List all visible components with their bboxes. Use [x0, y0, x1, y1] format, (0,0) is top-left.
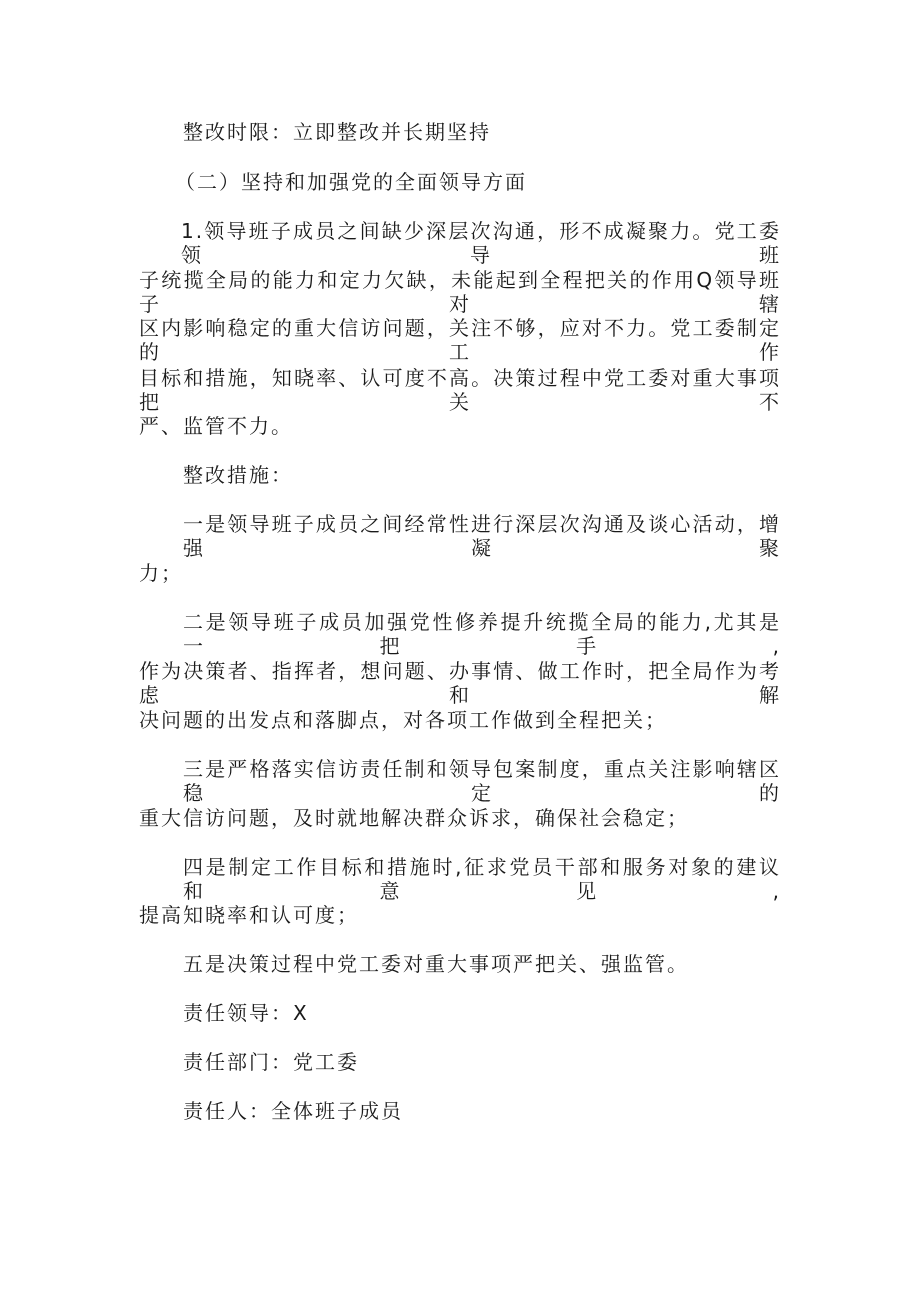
- measures-heading: 整改措施：: [183, 463, 293, 487]
- measure-line: 四是制定工作目标和措施时,征求党员干部和服务对象的建议和意见,: [183, 855, 781, 903]
- measure-line: 作为决策者、指挥者，想问题、办事情、做工作时，把全局作为考虑和解: [139, 659, 781, 707]
- measure-line: 二是领导班子成员加强党性修养提升统揽全局的能力,尤其是一把手,: [183, 610, 781, 658]
- measure-line: 提高知晓率和认可度；: [139, 903, 359, 927]
- measure-line: 力；: [139, 561, 183, 585]
- responsible-department: 责任部门：党工委: [183, 1050, 359, 1074]
- issue-line: 子统揽全局的能力和定力欠缺，未能起到全程把关的作用Q领导班子对辖: [139, 268, 781, 316]
- measure-line: 三是严格落实信访责任制和领导包案制度，重点关注影响辖区稳定的: [183, 757, 781, 805]
- measure-line: 重大信访问题，及时就地解决群众诉求，确保社会稳定；: [139, 806, 689, 830]
- measure-line: 五是决策过程中党工委对重大事项严把关、强监管。: [183, 952, 689, 976]
- measure-line: 决问题的出发点和落脚点，对各项工作做到全程把关；: [139, 708, 667, 732]
- deadline-line: 整改时限：立即整改并长期坚持: [183, 120, 491, 144]
- measure-line: 一是领导班子成员之间经常性进行深层次沟通及谈心活动，增强凝聚: [183, 512, 781, 560]
- section-heading: （二）坚持和加强党的全面领导方面: [175, 170, 527, 194]
- issue-line: 目标和措施，知晓率、认可度不高。决策过程中党工委对重大事项把关不: [139, 366, 781, 414]
- responsible-leader: 责任领导：X: [183, 1001, 309, 1025]
- issue-line: 1.领导班子成员之间缺少深层次沟通，形不成凝聚力。党工委领导班: [181, 219, 781, 267]
- responsible-person: 责任人：全体班子成员: [183, 1099, 403, 1123]
- issue-line: 严、监管不力。: [139, 414, 293, 438]
- issue-line: 区内影响稳定的重大信访问题，关注不够，应对不力。党工委制定的工作: [139, 316, 781, 364]
